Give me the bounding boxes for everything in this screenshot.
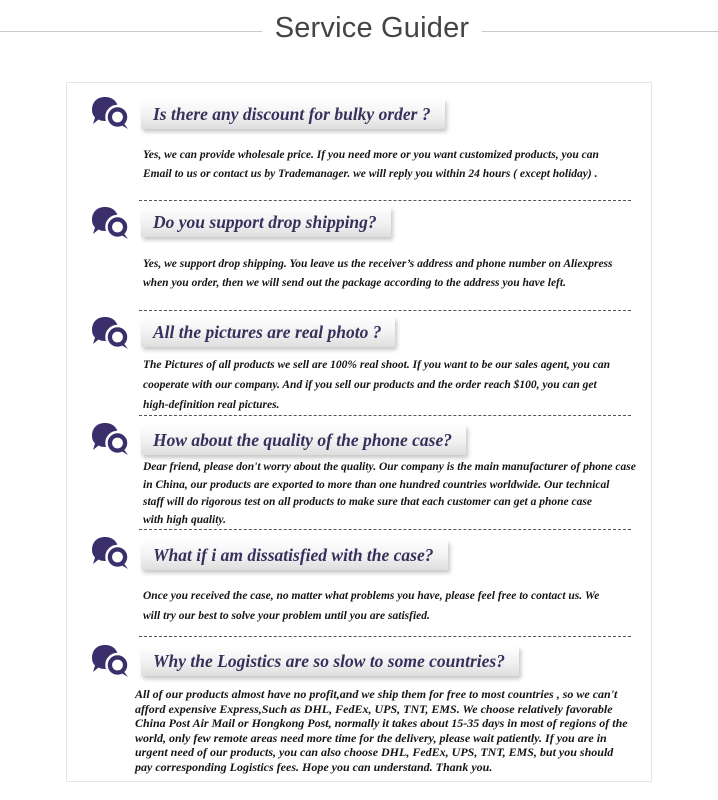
answer-line: high-definition real pictures. (143, 399, 280, 411)
answer-line: Yes, we can provide wholesale price. If you need more or you want customized products, you can (143, 149, 599, 161)
question-heading: How about the quality of the phone case? (141, 425, 466, 455)
dashed-divider (139, 200, 631, 201)
chat-bubbles-icon (89, 95, 131, 133)
answer-line: Once you received the case, no matter what problems you have, please feel free to contact us. We (143, 590, 600, 602)
question-heading: What if i am dissatisfied with the case? (141, 540, 448, 570)
answer-line: afford expensive Express,Such as DHL, FedEx, UPS, TNT, EMS. We choose relatively favorable (135, 701, 613, 716)
answer-text (143, 146, 643, 184)
answer-line: with high quality. (143, 513, 226, 526)
answer-line: pay corresponding Logistics fees. Hope you can understand. Thank you. (135, 759, 493, 774)
answer-text (143, 459, 643, 529)
question-heading: All the pictures are real photo ? (141, 317, 395, 347)
question-heading: Is there any discount for bulky order ? (141, 99, 445, 129)
answer-line: China Post Air Mail or Hongkong Post, normally it takes about 15-35 days in most of regions of the (135, 716, 628, 731)
page-header (0, 0, 718, 62)
answer-text (135, 687, 647, 775)
dashed-divider (139, 529, 631, 530)
chat-bubbles-icon (89, 421, 131, 459)
chat-bubbles-icon (89, 535, 131, 573)
answer-line: urgent need of our products, you can also choose DHL, FedEx, UPS, TNT, EMS, but you should (135, 745, 614, 760)
answer-line: Yes, we support drop shipping. You leave us the receiver’s address and phone number on Aliexpress (143, 258, 613, 270)
header-rule-right (482, 31, 718, 32)
chat-bubbles-icon (89, 643, 131, 681)
chat-bubbles-icon (89, 315, 131, 353)
question-heading: Do you support drop shipping? (141, 207, 391, 237)
answer-text (143, 355, 643, 415)
answer-line: The Pictures of all products we sell are 100% real shoot. If you want to be our sales agent, you can (143, 359, 611, 371)
answer-line: world, only few remote areas need more time for the delivery, please wait patiently. If you are in (135, 730, 607, 745)
answer-text (143, 586, 643, 626)
faq-panel (66, 82, 652, 782)
page-title: Service Guider (274, 12, 470, 44)
answer-line: will try our best to solve your problem until you are satisfied. (143, 610, 430, 622)
answer-text (143, 255, 643, 293)
answer-line: Dear friend, please don't worry about the quality. Our company is the main manufacturer of phone case (143, 461, 636, 473)
dashed-divider (139, 636, 631, 637)
answer-line: when you order, then we will send out the package according to the address you have left. (143, 277, 566, 289)
answer-line: in China, our products are exported to more than one hundred countries worldwide. Our technical (143, 478, 610, 491)
dashed-divider (139, 415, 631, 416)
chat-bubbles-icon (89, 205, 131, 243)
dashed-divider (139, 310, 631, 311)
answer-line: Email to us or contact us by Trademanager. we will reply you within 24 hours ( except holiday) . (143, 168, 598, 180)
answer-line: staff will do rigorous test on all products to make sure that each customer can get a phone case (143, 496, 592, 508)
answer-line: All of our products almost have no profit,and we ship them for free to most countries , so we can't (135, 687, 618, 701)
answer-line: cooperate with our company. And if you sell our products and the order reach $100, you can get (143, 379, 597, 391)
question-heading: Why the Logistics are so slow to some countries? (141, 646, 519, 676)
header-rule-left (0, 31, 262, 32)
